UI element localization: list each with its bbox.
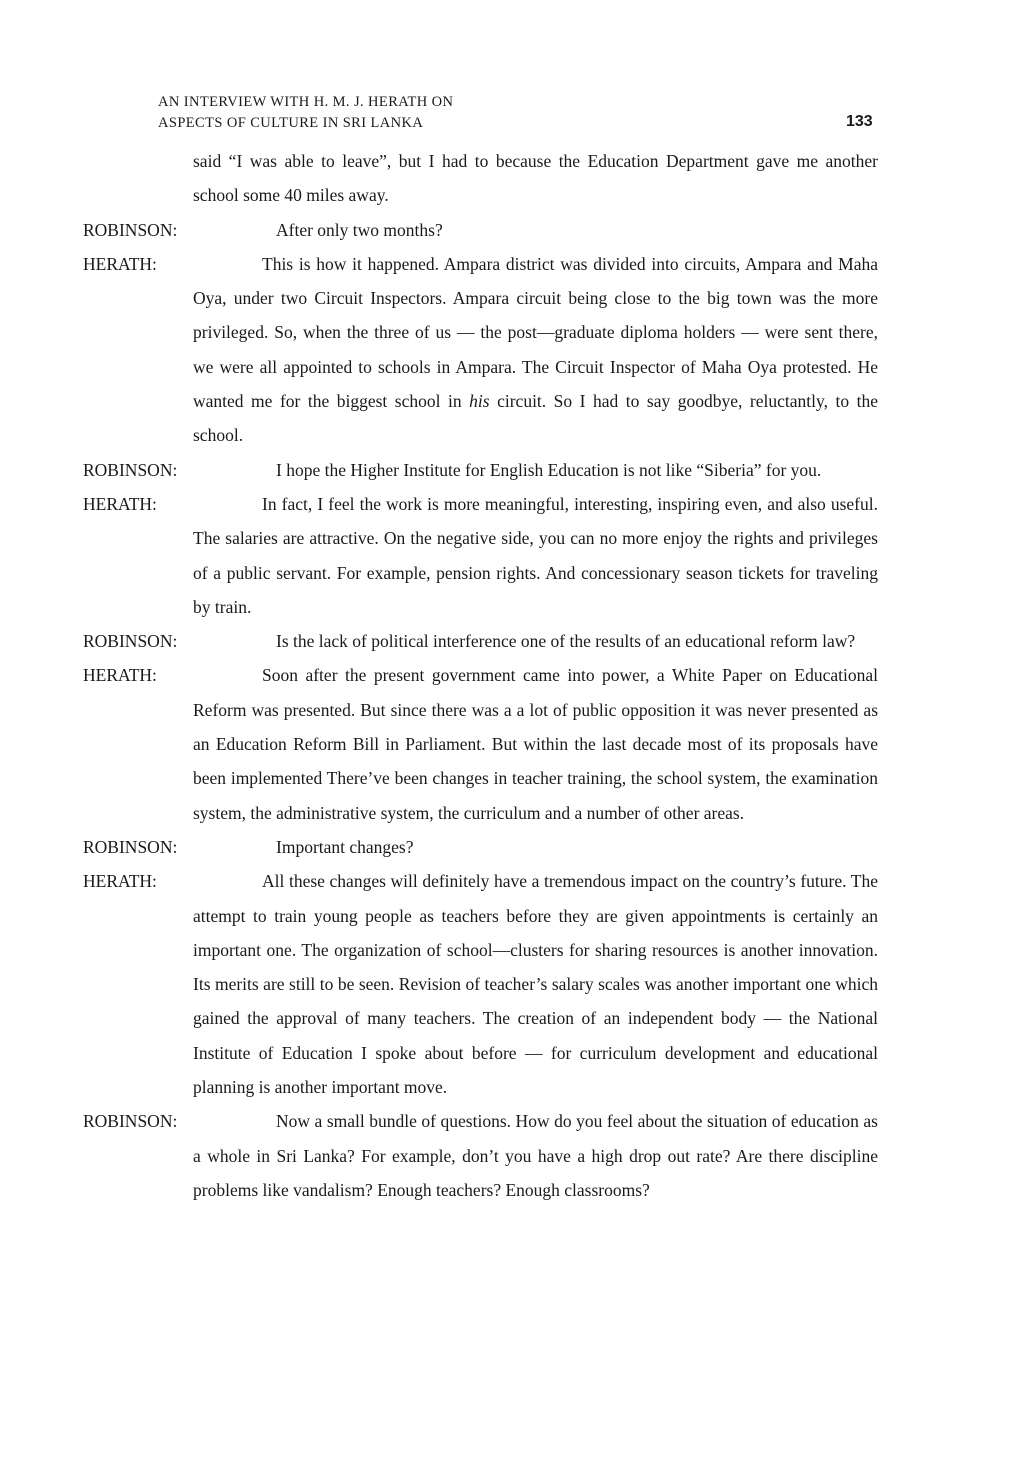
turn-text: I hope the Higher Institute for English Education is not like “Siberia” for you.: [276, 459, 822, 480]
turn-text: Important changes?: [276, 836, 414, 857]
speaker-label: HERATH:: [83, 493, 157, 514]
speaker-label: ROBINSON:: [83, 459, 178, 480]
dialogue-turn: [83, 830, 878, 864]
speaker-label: ROBINSON:: [83, 1111, 178, 1132]
emphasized-word: his: [469, 391, 490, 412]
turn-text: Soon after the present government came into power, a White Paper on Educational Reform was presented. But since there was a a lot of public opposition it was never presented as an Education Reform Bill in Parliament. But within the last decade most of its proposals have been implemented There’ve been changes in teacher training, the school system, the examination system, the administrative system, the curriculum and a number of other areas.: [193, 665, 878, 823]
turn-text: After only two months?: [276, 219, 443, 240]
turn-text: This is how it happened. Ampara district was divided into circuits, Ampara and Maha Oya, under two Circuit Inspectors. Ampara circuit being close to the big town was the more privileged. So, when the three of us — the post—graduate diploma holders — were sent there, we were all appointed to schools in Ampara. The Circuit Inspector of Maha Oya protested. He wanted me for the biggest school in: [193, 253, 878, 412]
dialogue-turn: [83, 864, 878, 1104]
speaker-label: ROBINSON:: [83, 836, 178, 857]
turn-text: All these changes will definitely have a tremendous impact on the country’s future. The attempt to train young people as teachers before they are given appointments is certainly an important one. The organization of school—clusters for sharing resources is another innovation. Its merits are still to be seen. Revision of teacher’s salary scales was another important one which gained the approval of many teachers. The creation of an independent body — the National Institute of Education I spoke about before — for curriculum development and educational planning is another important move.: [193, 871, 878, 1098]
page-number: 133: [846, 113, 873, 130]
interview-body: [83, 144, 878, 1207]
speaker-label: HERATH:: [83, 665, 157, 686]
dialogue-turn: [83, 247, 878, 453]
speaker-label: HERATH:: [83, 253, 157, 274]
speaker-label: ROBINSON:: [83, 219, 178, 240]
dialogue-turn: [83, 213, 878, 247]
turn-text: Is the lack of political interference one of the results of an educational reform law?: [276, 631, 856, 652]
speaker-label: ROBINSON:: [83, 631, 178, 652]
dialogue-turn: [83, 1104, 878, 1207]
dialogue-turn: [83, 624, 878, 658]
continued-paragraph: said “I was able to leave”, but I had to because the Education Department gave me another school some 40 miles away.: [193, 151, 878, 206]
running-title-line-2: ASPECTS OF CULTURE IN SRI LANKA: [158, 115, 424, 131]
turn-text: In fact, I feel the work is more meaningful, interesting, inspiring even, and also useful. The salaries are attractive. On the negative side, you can no more enjoy the rights and privileges of a public servant. For example, pension rights. And concessionary season tickets for traveling by train.: [193, 493, 878, 617]
turn-text-continued: circuit. So I had to say goodbye, reluctantly, to the school.: [193, 391, 878, 446]
running-title-line-1: AN INTERVIEW WITH H. M. J. HERATH ON: [158, 94, 454, 110]
dialogue-turn: [83, 487, 878, 624]
dialogue-turn: [83, 453, 878, 487]
turn-text: Now a small bundle of questions. How do you feel about the situation of education as a whole in Sri Lanka? For example, don’t you have a high drop out rate? Are there discipline problems like vandalism? Enough teachers? Enough classrooms?: [193, 1111, 878, 1200]
dialogue-turn: [83, 658, 878, 829]
speaker-label: HERATH:: [83, 871, 157, 892]
